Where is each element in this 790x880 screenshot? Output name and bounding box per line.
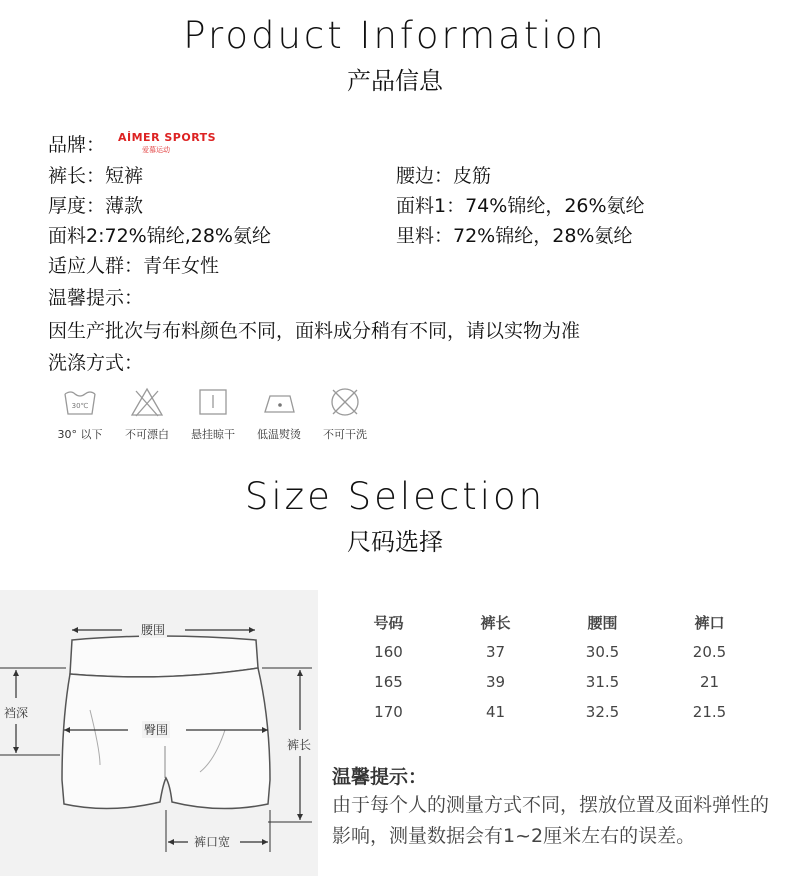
table-cell: 39 — [485, 673, 506, 691]
size-selection-title-cn: 尺码选择 — [347, 528, 443, 556]
care-item-bleach — [117, 386, 177, 442]
size-tip-title: 温馨提示： — [332, 766, 428, 788]
size-tip-body: 由于每个人的测量方式不同，摆放位置及面料弹性的影响，测量数据会有1~2厘米左右的误差。 — [332, 794, 770, 847]
col-header-waist: 腰围 — [587, 613, 618, 632]
brand-label: 品牌： — [48, 134, 106, 156]
wash-30-icon — [63, 386, 97, 418]
table-cell: 160 — [374, 643, 403, 661]
size-table — [335, 607, 780, 727]
brand-logo-sub: 爱慕运动 — [142, 146, 170, 154]
care-label-wash: 30° 以下 — [57, 428, 103, 441]
care-label-hang: 悬挂晾干 — [191, 428, 235, 441]
size-selection-title-en: Size Selection — [244, 475, 546, 518]
tips-label: 温馨提示： — [48, 287, 144, 309]
table-cell: 170 — [374, 703, 403, 721]
no-dryclean-icon — [328, 386, 362, 418]
product-info-title-en: Product Information — [183, 14, 607, 57]
wash-label: 洗涤方式： — [48, 352, 144, 374]
table-row — [335, 637, 780, 667]
no-bleach-icon — [130, 386, 164, 418]
col-header-length: 裤长 — [480, 613, 511, 632]
table-cell: 41 — [485, 703, 506, 721]
info-thickness: 厚度：薄款 — [48, 195, 144, 217]
info-audience: 适应人群：青年女性 — [48, 255, 220, 277]
table-cell: 31.5 — [585, 673, 620, 691]
care-item-hang — [183, 386, 243, 442]
care-item-dryclean — [315, 386, 375, 442]
table-cell: 21.5 — [692, 703, 727, 721]
info-length: 裤长：短裤 — [48, 165, 144, 187]
info-fabric1: 面料1：74%锦纶，26%氨纶 — [396, 195, 645, 217]
care-item-iron — [249, 386, 309, 442]
table-row — [335, 697, 780, 727]
diagram-length-label: 裤长 — [287, 738, 312, 752]
tips-text: 因生产批次与布料颜色不同，面料成分稍有不同，请以实物为准 — [48, 320, 581, 342]
product-info-title-cn: 产品信息 — [347, 67, 443, 95]
diagram-waist-label: 腰围 — [141, 623, 166, 637]
care-label-dryclean: 不可干洗 — [323, 428, 367, 441]
table-cell: 165 — [374, 673, 403, 691]
size-table-header — [335, 607, 780, 637]
brand-logo: AİMER SPORTS — [118, 131, 217, 144]
table-row — [335, 667, 780, 697]
care-label-iron: 低温熨烫 — [257, 428, 301, 441]
info-lining: 里料：72%锦纶，28%氨纶 — [396, 225, 633, 247]
table-cell: 21 — [699, 673, 720, 691]
info-waistband: 腰边：皮筋 — [396, 165, 492, 187]
diagram-hip-label: 臀围 — [144, 723, 169, 737]
diagram-rise-label: 裆深 — [4, 706, 29, 720]
wash-temp-text: 30℃ — [71, 402, 89, 410]
table-cell: 20.5 — [692, 643, 727, 661]
care-item-wash — [50, 386, 110, 442]
table-cell: 37 — [485, 643, 506, 661]
info-fabric2: 面料2:72%锦纶,28%氨纶 — [48, 225, 271, 247]
table-cell: 32.5 — [585, 703, 620, 721]
table-cell: 30.5 — [585, 643, 620, 661]
care-label-bleach: 不可漂白 — [125, 428, 169, 441]
low-iron-icon — [262, 386, 296, 418]
diagram-leg-opening-label: 裤口宽 — [194, 835, 231, 849]
col-header-opening: 裤口 — [694, 613, 725, 632]
size-diagram-panel — [0, 590, 318, 876]
col-header-size: 号码 — [373, 613, 404, 632]
hang-dry-icon — [196, 386, 230, 418]
